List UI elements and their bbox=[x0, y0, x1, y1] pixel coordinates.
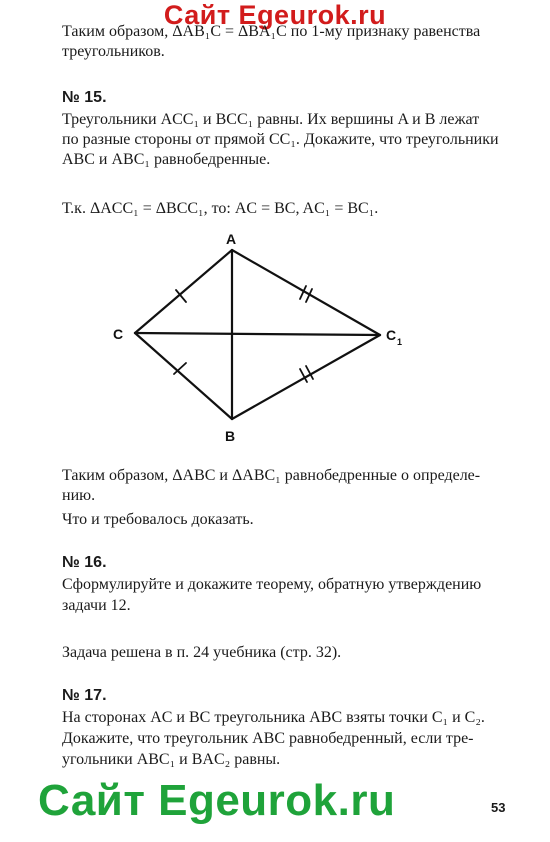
task-15-conclusion-1: Таким образом, ΔABC и ΔABC₁ равнобедренные о определе- bbox=[62, 467, 481, 484]
edge-C-A bbox=[135, 250, 232, 333]
task-17-line-1: На сторонах AC и BC треугольника ABC взяты точки C₁ и C₂. bbox=[62, 709, 485, 726]
task-15-line-3: ABC и ABC₁ равнобедренные. bbox=[62, 151, 271, 168]
intro-line-2: треугольников. bbox=[62, 43, 165, 60]
task-15-solution: Т.к. ΔACC₁ = ΔBCC₁, то: AC = BC, AC₁ = BC₁. bbox=[62, 200, 379, 217]
watermark-top: Сайт Egeurok.ru bbox=[163, 0, 387, 30]
task-15-conclusion-2: нию. bbox=[62, 487, 96, 504]
label-C1: C bbox=[386, 327, 397, 343]
page-number: 53 bbox=[491, 800, 506, 815]
label-C1-subscript: 1 bbox=[397, 337, 403, 347]
task-15-line-1: Треугольники ACC₁ и BCC₁ равны. Их вершины A и B лежат bbox=[62, 111, 480, 128]
edge-B-C bbox=[135, 333, 232, 419]
label-A: A bbox=[226, 231, 237, 247]
edge-C1-B bbox=[232, 335, 380, 419]
label-C: C bbox=[113, 326, 124, 342]
task-16-line-2: задачи 12. bbox=[62, 597, 131, 614]
task-15-number: № 15. bbox=[62, 89, 107, 106]
watermark-bottom: Сайт Egeurok.ru bbox=[38, 776, 396, 825]
diagonal-C-C1 bbox=[135, 333, 380, 335]
intro-line-1: Таким образом, ΔAB₁C = ΔBA₁C по 1-му признаку равенства bbox=[62, 23, 481, 40]
task-17-line-3: угольники ABC₁ и BAC₂ равны. bbox=[62, 751, 281, 768]
task-17-line-2: Докажите, что треугольник ABC равнобедренный, если тре- bbox=[62, 730, 474, 747]
task-15-qed: Что и требовалось доказать. bbox=[62, 511, 254, 528]
task-15-line-2: по разные стороны от прямой CC₁. Докажите, что треугольники bbox=[62, 131, 499, 148]
task-16-line-1: Сформулируйте и докажите теорему, обратную утверждению bbox=[62, 576, 482, 593]
task-17-number: № 17. bbox=[62, 687, 107, 704]
task-16-number: № 16. bbox=[62, 554, 107, 571]
edge-A-C1 bbox=[232, 250, 380, 335]
label-B: B bbox=[225, 428, 236, 444]
task-16-answer: Задача решена в п. 24 учебника (стр. 32). bbox=[62, 644, 342, 661]
